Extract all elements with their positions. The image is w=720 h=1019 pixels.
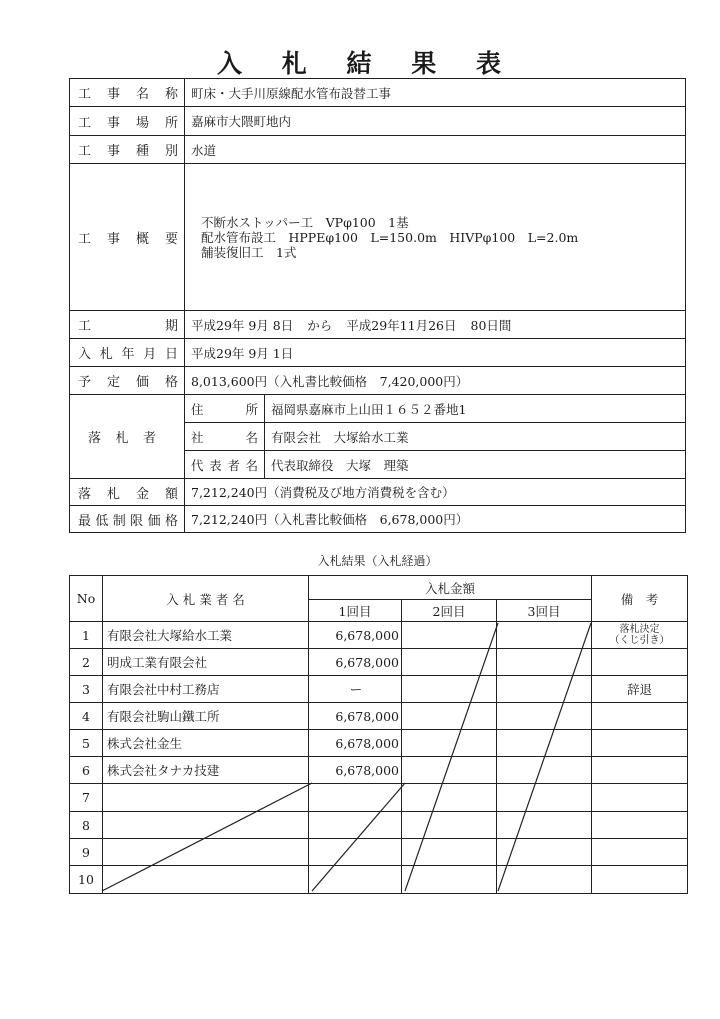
table-row: 1 有限会社大塚給水工業 6,678,000 落札決定 （くじ引き） (70, 622, 688, 649)
value-koji-mei: 町床・大手川原線配水管布設替工事 (185, 79, 686, 107)
title-char: 入 (217, 49, 245, 78)
label-koki: 工 期 (70, 311, 185, 339)
table-row: 7 (70, 784, 688, 812)
row-koji-mei (70, 79, 686, 107)
label-rakusatsusha: 落 札 者 (70, 395, 185, 479)
value-nyusatsu-bi: 平成29年 9月 1日 (185, 339, 686, 367)
row-yotei-kakaku (70, 367, 686, 395)
table-row: 2 明成工業有限会社 6,678,000 (70, 649, 688, 676)
koki-kara: から (307, 317, 333, 333)
note-cell (592, 622, 688, 649)
table-row: 4 有限会社駒山鐵工所 6,678,000 (70, 703, 688, 730)
note-line: 落札決定 (619, 624, 660, 635)
label-saitei-seigen: 最 低 制 限 価 格 (70, 506, 185, 533)
koki-days: 80日間 (470, 317, 512, 333)
header-remarks: 備 考 (592, 576, 688, 622)
value-koji-shubetsu: 水道 (185, 136, 686, 164)
value-yotei-kakaku: 8,013,600円（入札書比較価格 7,420,000円） (185, 367, 686, 395)
header-round2: 2回目 (402, 600, 497, 622)
table-row: 6 株式会社タナカ技建 6,678,000 (70, 757, 688, 784)
value-koki (185, 311, 686, 339)
value-rakusatsu-kingaku: 7,212,240円（消費税及び地方消費税を含む） (185, 479, 686, 506)
header-round3: 3回目 (497, 600, 592, 622)
label-koji-mei: 工 事 名 称 (70, 79, 185, 107)
row-jusho (70, 395, 686, 423)
row-nyusatsu-bi (70, 339, 686, 367)
title-char: 札 (281, 49, 309, 78)
title-char: 表 (475, 49, 503, 78)
label-jusho: 住 所 (185, 395, 265, 423)
header-round1: 1回目 (309, 600, 402, 622)
bid-subtitle: 入札結果（入札経過） (317, 554, 438, 568)
header-name: 入 札 業 者 名 (103, 576, 309, 622)
info-table (69, 78, 686, 533)
value-saitei-seigen: 7,212,240円（入札書比較価格 6,678,000円） (185, 506, 686, 533)
table-row: 9 (70, 839, 688, 866)
label-daihyosha: 代 表 者 名 (185, 451, 265, 479)
koki-end: 平成29年11月26日 (346, 317, 457, 333)
overview-line: 配水管布設工 HPPEφ100 L=150.0m HIVPφ100 L=2.0m (201, 229, 579, 245)
row-koji-shubetsu (70, 136, 686, 164)
label-shamei: 社 名 (185, 423, 265, 451)
table-row: 3 有限会社中村工務店 ー 辞退 (70, 676, 688, 703)
overview-line: 不断水ストッパー工 VPφ100 1基 (201, 214, 409, 230)
overview-line: 舗装復旧工 1式 (201, 244, 297, 260)
row-koji-basho (70, 107, 686, 136)
label-koji-shubetsu: 工 事 種 別 (70, 136, 185, 164)
row-koki (70, 311, 686, 339)
label-rakusatsu-kingaku: 落 札 金 額 (70, 479, 185, 506)
value-shamei: 有限会社 大塚給水工業 (265, 423, 686, 451)
value-koji-basho: 嘉麻市大隈町地内 (185, 107, 686, 136)
note-line: （くじ引き） (609, 635, 670, 646)
table-row: 10 (70, 866, 688, 894)
table-row: 8 (70, 812, 688, 839)
label-nyusatsu-bi: 入 札 年 月 日 (70, 339, 185, 367)
row-saitei-seigen (70, 506, 686, 533)
page-title (0, 44, 720, 80)
bid-header-row (70, 576, 688, 600)
header-no: No (70, 576, 103, 622)
title-char: 結 (346, 49, 374, 78)
header-amount: 入札金額 (309, 576, 592, 600)
label-koji-gaiyo: 工 事 概 要 (70, 164, 185, 311)
bid-table-wrap (69, 575, 688, 893)
row-koji-gaiyo (70, 164, 686, 311)
label-yotei-kakaku: 予 定 価 格 (70, 367, 185, 395)
koki-start: 平成29年 9月 8日 (191, 317, 294, 333)
row-rakusatsu-kingaku (70, 479, 686, 506)
value-koji-gaiyo (185, 164, 686, 311)
value-jusho: 福岡県嘉麻市上山田１６５２番地1 (265, 395, 686, 423)
title-char: 果 (411, 49, 439, 78)
label-koji-basho: 工 事 場 所 (70, 107, 185, 136)
table-row: 5 株式会社金生 6,678,000 (70, 730, 688, 757)
value-daihyosha: 代表取締役 大塚 理築 (265, 451, 686, 479)
bid-table (69, 575, 688, 894)
